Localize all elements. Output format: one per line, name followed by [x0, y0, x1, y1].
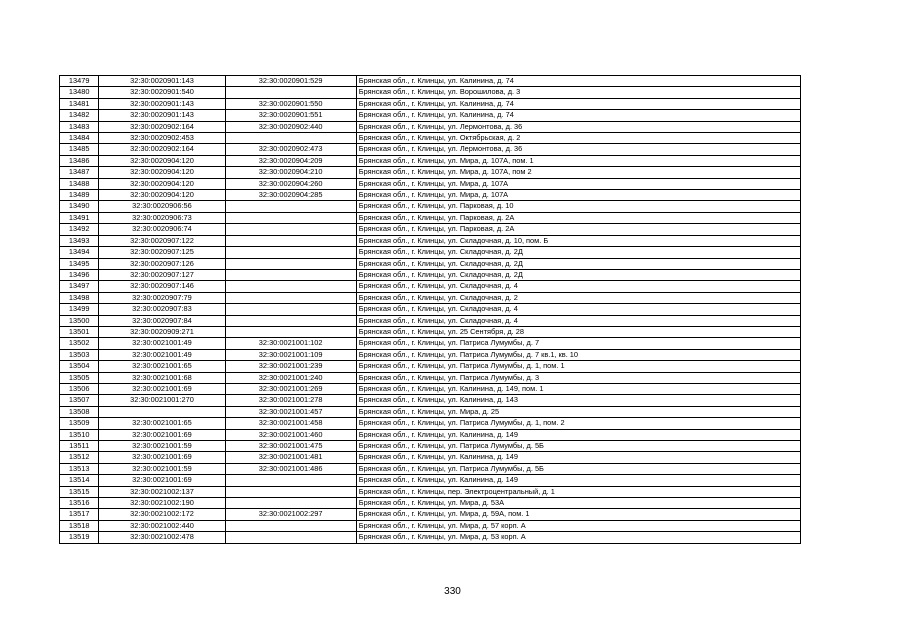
object-cadastral-number-cell: 32:30:0021001:481 [225, 452, 356, 463]
address-cell: Брянская обл., г. Клинцы, ул. Складочная, д. 2Д [356, 247, 800, 258]
parcel-cadastral-number-cell: 32:30:0020901:143 [99, 76, 225, 87]
row-number-cell: 13518 [60, 520, 99, 531]
parcel-cadastral-number-cell: 32:30:0021001:65 [99, 361, 225, 372]
parcel-cadastral-number-cell: 32:30:0020901:540 [99, 87, 225, 98]
object-cadastral-number-cell: 32:30:0021001:486 [225, 463, 356, 474]
row-number-cell: 13480 [60, 87, 99, 98]
object-cadastral-number-cell [225, 281, 356, 292]
parcel-cadastral-number-cell: 32:30:0020907:79 [99, 292, 225, 303]
row-number-cell: 13519 [60, 532, 99, 543]
address-cell: Брянская обл., г. Клинцы, ул. Мира, д. 25 [356, 406, 800, 417]
table-row [60, 441, 801, 452]
table-row [60, 486, 801, 497]
row-number-cell: 13491 [60, 212, 99, 223]
row-number-cell: 13481 [60, 98, 99, 109]
address-cell: Брянская обл., г. Клинцы, ул. Складочная, д. 10, пом. Б [356, 235, 800, 246]
table-row [60, 498, 801, 509]
table-row [60, 235, 801, 246]
table-row [60, 247, 801, 258]
row-number-cell: 13510 [60, 429, 99, 440]
table-row [60, 395, 801, 406]
row-number-cell: 13504 [60, 361, 99, 372]
parcel-cadastral-number-cell: 32:30:0021001:59 [99, 463, 225, 474]
address-cell: Брянская обл., г. Клинцы, ул. Патриса Лумумбы, д. 7 кв.1, кв. 10 [356, 349, 800, 360]
row-number-cell: 13492 [60, 224, 99, 235]
address-cell: Брянская обл., г. Клинцы, ул. Лермонтова, д. 36 [356, 121, 800, 132]
row-number-cell: 13512 [60, 452, 99, 463]
parcel-cadastral-number-cell: 32:30:0021001:49 [99, 338, 225, 349]
table-row [60, 532, 801, 543]
object-cadastral-number-cell [225, 498, 356, 509]
address-cell: Брянская обл., г. Клинцы, ул. Калинина, д. 74 [356, 110, 800, 121]
row-number-cell: 13502 [60, 338, 99, 349]
object-cadastral-number-cell [225, 486, 356, 497]
parcel-cadastral-number-cell: 32:30:0020904:120 [99, 190, 225, 201]
object-cadastral-number-cell [225, 235, 356, 246]
object-cadastral-number-cell: 32:30:0021001:460 [225, 429, 356, 440]
address-cell: Брянская обл., г. Клинцы, ул. Мира, д. 53А [356, 498, 800, 509]
address-cell: Брянская обл., г. Клинцы, ул. Складочная, д. 2 [356, 292, 800, 303]
page-number: 330 [444, 586, 461, 597]
parcel-cadastral-number-cell: 32:30:0020907:126 [99, 258, 225, 269]
table-row [60, 304, 801, 315]
table-row [60, 452, 801, 463]
table-row [60, 475, 801, 486]
table-row [60, 110, 801, 121]
object-cadastral-number-cell [225, 304, 356, 315]
address-cell: Брянская обл., г. Клинцы, ул. Калинина, д. 143 [356, 395, 800, 406]
parcel-cadastral-number-cell: 32:30:0020907:84 [99, 315, 225, 326]
parcel-cadastral-number-cell: 32:30:0021002:190 [99, 498, 225, 509]
row-number-cell: 13508 [60, 406, 99, 417]
address-cell: Брянская обл., г. Клинцы, ул. Патриса Лумумбы, д. 1, пом. 1 [356, 361, 800, 372]
table-row [60, 338, 801, 349]
table-row [60, 167, 801, 178]
object-cadastral-number-cell: 32:30:0020901:529 [225, 76, 356, 87]
object-cadastral-number-cell [225, 269, 356, 280]
table-row [60, 133, 801, 144]
table-row [60, 87, 801, 98]
parcel-cadastral-number-cell: 32:30:0020906:56 [99, 201, 225, 212]
parcel-cadastral-number-cell: 32:30:0021002:137 [99, 486, 225, 497]
object-cadastral-number-cell: 32:30:0021001:278 [225, 395, 356, 406]
row-number-cell: 13486 [60, 155, 99, 166]
parcel-cadastral-number-cell: 32:30:0021001:59 [99, 441, 225, 452]
table-row [60, 463, 801, 474]
address-cell: Брянская обл., г. Клинцы, ул. Складочная, д. 4 [356, 281, 800, 292]
table-row [60, 418, 801, 429]
address-cell: Брянская обл., г. Клинцы, ул. Калинина, д. 149 [356, 452, 800, 463]
table-row [60, 201, 801, 212]
object-cadastral-number-cell [225, 201, 356, 212]
address-cell: Брянская обл., г. Клинцы, ул. Мира, д. 57 корп. А [356, 520, 800, 531]
parcel-cadastral-number-cell: 32:30:0020907:83 [99, 304, 225, 315]
row-number-cell: 13488 [60, 178, 99, 189]
row-number-cell: 13513 [60, 463, 99, 474]
object-cadastral-number-cell [225, 520, 356, 531]
parcel-cadastral-number-cell: 32:30:0021001:69 [99, 475, 225, 486]
object-cadastral-number-cell [225, 87, 356, 98]
parcel-cadastral-number-cell: 32:30:0021001:69 [99, 383, 225, 394]
object-cadastral-number-cell [225, 475, 356, 486]
object-cadastral-number-cell [225, 326, 356, 337]
object-cadastral-number-cell: 32:30:0020904:285 [225, 190, 356, 201]
parcel-cadastral-number-cell: 32:30:0020901:143 [99, 110, 225, 121]
row-number-cell: 13483 [60, 121, 99, 132]
address-cell: Брянская обл., г. Клинцы, ул. Калинина, д. 74 [356, 76, 800, 87]
table-row [60, 361, 801, 372]
table-row [60, 383, 801, 394]
row-number-cell: 13485 [60, 144, 99, 155]
address-cell: Брянская обл., г. Клинцы, ул. Патриса Лумумбы, д. 5Б [356, 463, 800, 474]
parcel-cadastral-number-cell: 32:30:0020907:122 [99, 235, 225, 246]
parcel-cadastral-number-cell: 32:30:0021002:440 [99, 520, 225, 531]
table-row [60, 429, 801, 440]
object-cadastral-number-cell: 32:30:0021002:297 [225, 509, 356, 520]
object-cadastral-number-cell: 32:30:0021001:109 [225, 349, 356, 360]
address-cell: Брянская обл., г. Клинцы, ул. Калинина, д. 149, пом. 1 [356, 383, 800, 394]
object-cadastral-number-cell: 32:30:0020901:551 [225, 110, 356, 121]
object-cadastral-number-cell [225, 247, 356, 258]
row-number-cell: 13500 [60, 315, 99, 326]
parcel-cadastral-number-cell: 32:30:0020904:120 [99, 178, 225, 189]
table-row [60, 190, 801, 201]
object-cadastral-number-cell: 32:30:0021001:458 [225, 418, 356, 429]
table-row [60, 76, 801, 87]
parcel-cadastral-number-cell: 32:30:0021002:478 [99, 532, 225, 543]
parcel-cadastral-number-cell [99, 406, 225, 417]
table-row [60, 269, 801, 280]
address-cell: Брянская обл., г. Клинцы, ул. Складочная, д. 2Д [356, 269, 800, 280]
object-cadastral-number-cell [225, 315, 356, 326]
object-cadastral-number-cell: 32:30:0020901:550 [225, 98, 356, 109]
address-cell: Брянская обл., г. Клинцы, ул. Калинина, д. 74 [356, 98, 800, 109]
parcel-cadastral-number-cell: 32:30:0021001:49 [99, 349, 225, 360]
table-row [60, 98, 801, 109]
address-cell: Брянская обл., г. Клинцы, ул. Мира, д. 107А [356, 178, 800, 189]
object-cadastral-number-cell: 32:30:0020904:209 [225, 155, 356, 166]
table-row [60, 372, 801, 383]
parcel-cadastral-number-cell: 32:30:0021001:68 [99, 372, 225, 383]
row-number-cell: 13498 [60, 292, 99, 303]
row-number-cell: 13509 [60, 418, 99, 429]
row-number-cell: 13484 [60, 133, 99, 144]
address-cell: Брянская обл., г. Клинцы, ул. Ворошилова, д. 3 [356, 87, 800, 98]
address-cell: Брянская обл., г. Клинцы, ул. Мира, д. 107А, пом 2 [356, 167, 800, 178]
parcel-cadastral-number-cell: 32:30:0021001:69 [99, 452, 225, 463]
object-cadastral-number-cell: 32:30:0021001:239 [225, 361, 356, 372]
parcel-cadastral-number-cell: 32:30:0020901:143 [99, 98, 225, 109]
row-number-cell: 13517 [60, 509, 99, 520]
row-number-cell: 13501 [60, 326, 99, 337]
object-cadastral-number-cell: 32:30:0021001:475 [225, 441, 356, 452]
parcel-cadastral-number-cell: 32:30:0020906:73 [99, 212, 225, 223]
row-number-cell: 13514 [60, 475, 99, 486]
row-number-cell: 13505 [60, 372, 99, 383]
table-row [60, 178, 801, 189]
object-cadastral-number-cell: 32:30:0020904:260 [225, 178, 356, 189]
object-cadastral-number-cell [225, 212, 356, 223]
address-cell: Брянская обл., г. Клинцы, ул. Патриса Лумумбы, д. 5Б [356, 441, 800, 452]
object-cadastral-number-cell [225, 258, 356, 269]
row-number-cell: 13506 [60, 383, 99, 394]
object-cadastral-number-cell [225, 224, 356, 235]
table-row [60, 281, 801, 292]
object-cadastral-number-cell [225, 532, 356, 543]
address-cell: Брянская обл., г. Клинцы, ул. Складочная, д. 4 [356, 315, 800, 326]
table-row [60, 212, 801, 223]
address-cell: Брянская обл., г. Клинцы, ул. Парковая, д. 2А [356, 212, 800, 223]
table-row [60, 224, 801, 235]
table-row [60, 326, 801, 337]
address-cell: Брянская обл., г. Клинцы, ул. Мира, д. 59А, пом. 1 [356, 509, 800, 520]
row-number-cell: 13495 [60, 258, 99, 269]
parcel-cadastral-number-cell: 32:30:0020909:271 [99, 326, 225, 337]
table-row [60, 520, 801, 531]
address-cell: Брянская обл., г. Клинцы, ул. Мира, д. 107А [356, 190, 800, 201]
table-row [60, 406, 801, 417]
parcel-cadastral-number-cell: 32:30:0021001:270 [99, 395, 225, 406]
object-cadastral-number-cell: 32:30:0020904:210 [225, 167, 356, 178]
table-row [60, 509, 801, 520]
table-row [60, 292, 801, 303]
address-cell: Брянская обл., г. Клинцы, ул. Лермонтова, д. 36 [356, 144, 800, 155]
parcel-cadastral-number-cell: 32:30:0021001:69 [99, 429, 225, 440]
row-number-cell: 13497 [60, 281, 99, 292]
address-cell: Брянская обл., г. Клинцы, ул. Парковая, д. 10 [356, 201, 800, 212]
table-row [60, 155, 801, 166]
object-cadastral-number-cell [225, 292, 356, 303]
parcel-cadastral-number-cell: 32:30:0021001:65 [99, 418, 225, 429]
parcel-cadastral-number-cell: 32:30:0020906:74 [99, 224, 225, 235]
parcel-cadastral-number-cell: 32:30:0020904:120 [99, 167, 225, 178]
address-cell: Брянская обл., г. Клинцы, ул. Патриса Лумумбы, д. 1, пом. 2 [356, 418, 800, 429]
parcel-cadastral-number-cell: 32:30:0020907:127 [99, 269, 225, 280]
row-number-cell: 13515 [60, 486, 99, 497]
row-number-cell: 13493 [60, 235, 99, 246]
address-cell: Брянская обл., г. Клинцы, ул. Октябрьская, д. 2 [356, 133, 800, 144]
row-number-cell: 13496 [60, 269, 99, 280]
row-number-cell: 13487 [60, 167, 99, 178]
parcel-cadastral-number-cell: 32:30:0021002:172 [99, 509, 225, 520]
address-cell: Брянская обл., г. Клинцы, пер. Электроцентральный, д. 1 [356, 486, 800, 497]
object-cadastral-number-cell: 32:30:0021001:457 [225, 406, 356, 417]
parcel-cadastral-number-cell: 32:30:0020907:125 [99, 247, 225, 258]
object-cadastral-number-cell: 32:30:0020902:440 [225, 121, 356, 132]
object-cadastral-number-cell: 32:30:0021001:102 [225, 338, 356, 349]
address-cell: Брянская обл., г. Клинцы, ул. 25 Сентября, д. 28 [356, 326, 800, 337]
object-cadastral-number-cell [225, 133, 356, 144]
object-cadastral-number-cell: 32:30:0021001:269 [225, 383, 356, 394]
address-cell: Брянская обл., г. Клинцы, ул. Складочная, д. 2Д [356, 258, 800, 269]
object-cadastral-number-cell: 32:30:0021001:240 [225, 372, 356, 383]
parcel-cadastral-number-cell: 32:30:0020902:164 [99, 121, 225, 132]
parcel-cadastral-number-cell: 32:30:0020902:453 [99, 133, 225, 144]
row-number-cell: 13499 [60, 304, 99, 315]
parcel-cadastral-number-cell: 32:30:0020902:164 [99, 144, 225, 155]
row-number-cell: 13482 [60, 110, 99, 121]
address-cell: Брянская обл., г. Клинцы, ул. Калинина, д. 149 [356, 475, 800, 486]
row-number-cell: 13479 [60, 76, 99, 87]
table-row [60, 258, 801, 269]
address-cell: Брянская обл., г. Клинцы, ул. Складочная, д. 4 [356, 304, 800, 315]
parcel-cadastral-number-cell: 32:30:0020904:120 [99, 155, 225, 166]
address-cell: Брянская обл., г. Клинцы, ул. Мира, д. 107А, пом. 1 [356, 155, 800, 166]
row-number-cell: 13507 [60, 395, 99, 406]
address-cell: Брянская обл., г. Клинцы, ул. Патриса Лумумбы, д. 7 [356, 338, 800, 349]
property-register-table [59, 75, 801, 544]
row-number-cell: 13489 [60, 190, 99, 201]
row-number-cell: 13490 [60, 201, 99, 212]
row-number-cell: 13503 [60, 349, 99, 360]
row-number-cell: 13494 [60, 247, 99, 258]
address-cell: Брянская обл., г. Клинцы, ул. Калинина, д. 149 [356, 429, 800, 440]
address-cell: Брянская обл., г. Клинцы, ул. Мира, д. 53 корп. А [356, 532, 800, 543]
register-table-body [60, 76, 801, 544]
table-row [60, 349, 801, 360]
address-cell: Брянская обл., г. Клинцы, ул. Парковая, д. 2А [356, 224, 800, 235]
address-cell: Брянская обл., г. Клинцы, ул. Патриса Лумумбы, д. 3 [356, 372, 800, 383]
row-number-cell: 13516 [60, 498, 99, 509]
table-row [60, 315, 801, 326]
object-cadastral-number-cell: 32:30:0020902:473 [225, 144, 356, 155]
row-number-cell: 13511 [60, 441, 99, 452]
table-row [60, 144, 801, 155]
parcel-cadastral-number-cell: 32:30:0020907:146 [99, 281, 225, 292]
table-row [60, 121, 801, 132]
